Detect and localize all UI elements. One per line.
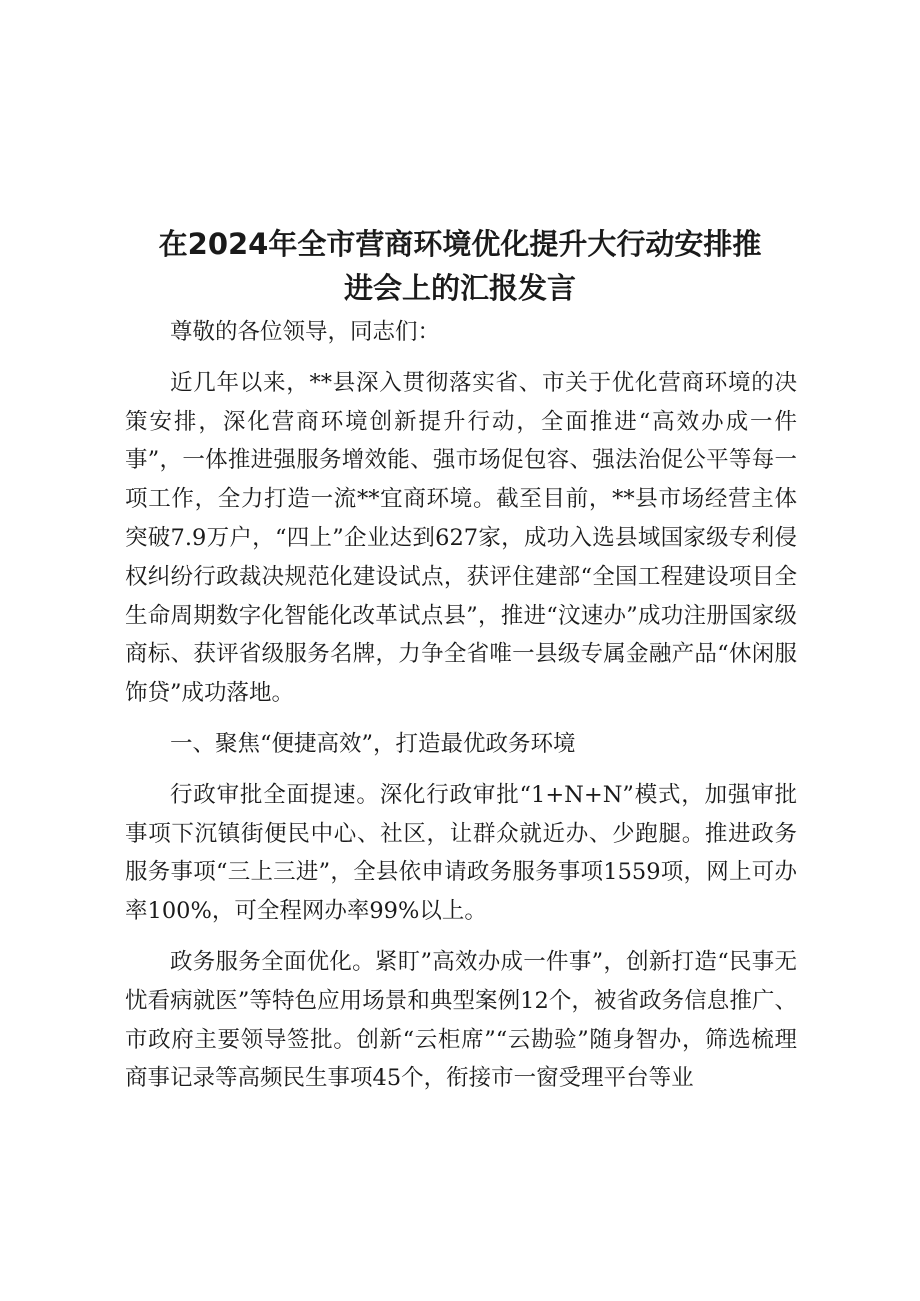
document-body xyxy=(125,313,797,1098)
document-title xyxy=(120,222,800,310)
title-line-2: 进会上的汇报发言 xyxy=(343,271,576,305)
paragraph-intro: 近几年以来，**县深入贯彻落实省、市关于优化营商环境的决策安排，深化营商环境创新提升行动，全面推进“高效办成一件事”，一体推进强服务增效能、强市场促包容、强法治促公平等每一项工作，全力打造一流**宜商环境。截至目前，**县市场经营主体突破7.9万户，“四上”企业达到627家，成功入选县域国家级专利侵权纠纷行政裁决规范化建设试点，获评住建部“全国工程建设项目全生命周期数字化智能化改革试点县”，推进“汶速办”成功注册国家级商标、获评省级服务名牌，力争全省唯一县级专属金融产品“休闲服饰贷”成功落地。 xyxy=(125,369,797,707)
paragraph-services: 政务服务全面优化。紧盯”高效办成一件事”，创新打造“民事无忧看病就医”等特色应用场景和典型案例12个，被省政务信息推广、市政府主要领导签批。创新“云柜席”“云勘验”随身智办，筛选梳理商事记录等高频民生事项45个，衔接市一窗受理平台等业 xyxy=(125,948,797,1092)
section-heading-1: 一、聚焦“便捷高效”，打造最优政务环境 xyxy=(170,730,576,757)
paragraph-approval: 行政审批全面提速。深化行政审批“1+N+N”模式，加强审批事项下沉镇街便民中心、社区，让群众就近办、少跑腿。推进政务服务事项“三上三进”，全县依申请政务服务事项1559项，网上可办率100%，可全程网办率99%以上。 xyxy=(125,781,797,925)
title-line-1: 在2024年全市营商环境优化提升大行动安排推 xyxy=(158,227,762,261)
salutation: 尊敬的各位领导，同志们： xyxy=(170,319,441,345)
